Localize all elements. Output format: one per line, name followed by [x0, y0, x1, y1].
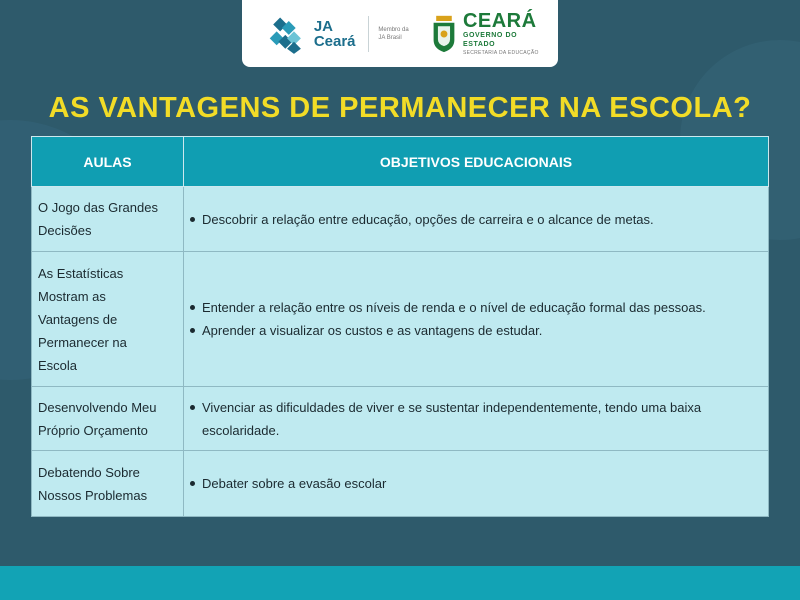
table-row — [32, 451, 769, 517]
objetivos-cell — [184, 387, 769, 451]
ja-logo-line1: JA — [313, 17, 333, 35]
aula-cell: Debatendo Sobre Nossos Problemas — [32, 451, 184, 517]
table-row — [32, 252, 769, 387]
objetivos-list — [190, 208, 760, 231]
objetivo-item: Debater sobre a evasão escolar — [190, 472, 760, 495]
objetivos-cell — [184, 451, 769, 517]
page-title: AS VANTAGENS DE PERMANECER NA ESCOLA? — [48, 92, 752, 124]
ceara-logo-government: GOVERNO DO ESTADO — [462, 31, 518, 48]
objetivos-list — [190, 472, 760, 495]
aula-cell: O Jogo das Grandes Decisões — [32, 187, 184, 252]
header-objetivos: OBJETIVOS EDUCACIONAIS — [184, 137, 769, 187]
ja-logo-line2: Ceará — [313, 32, 356, 50]
logo-divider — [368, 16, 369, 52]
header-aulas: AULAS — [32, 137, 184, 187]
aula-cell: As Estatísticas Mostram as Vantagens de Permanecer na Escola — [32, 252, 184, 387]
objetivo-item: Entender a relação entre os níveis de renda e o nível de educação formal das pessoas. — [190, 296, 760, 319]
ja-logo-text — [314, 19, 356, 49]
ja-logo-icon — [268, 11, 308, 57]
bottom-accent-bar — [0, 566, 800, 600]
ceara-logo-name: CEARÁ — [462, 9, 537, 32]
table-row — [32, 187, 769, 252]
aula-cell: Desenvolvendo Meu Próprio Orçamento — [32, 387, 184, 451]
objetivos-list — [190, 396, 760, 442]
ceara-logo-text — [463, 11, 540, 57]
objetivo-item: Descobrir a relação entre educação, opções de carreira e o alcance de metas. — [190, 208, 760, 231]
table-header-row — [32, 137, 769, 187]
objetivos-list — [190, 296, 760, 342]
objetivos-cell — [184, 187, 769, 252]
ceara-crest-icon — [431, 13, 457, 55]
ceara-logo-secretariat: SECRETARIA DA EDUCAÇÃO — [462, 49, 539, 56]
lessons-table — [31, 136, 769, 517]
table-row — [32, 387, 769, 451]
objetivo-item: Vivenciar as dificuldades de viver e se sustentar independentemente, tendo uma baixa escolaridade. — [190, 396, 760, 442]
ja-member-line1: Membro da — [378, 26, 409, 33]
logo-header-card — [242, 0, 558, 67]
ja-member-text — [378, 26, 413, 42]
objetivos-cell — [184, 252, 769, 387]
ja-member-line2: JA Brasil — [378, 34, 402, 41]
objetivo-item: Aprender a visualizar os custos e as vantagens de estudar. — [190, 319, 760, 342]
